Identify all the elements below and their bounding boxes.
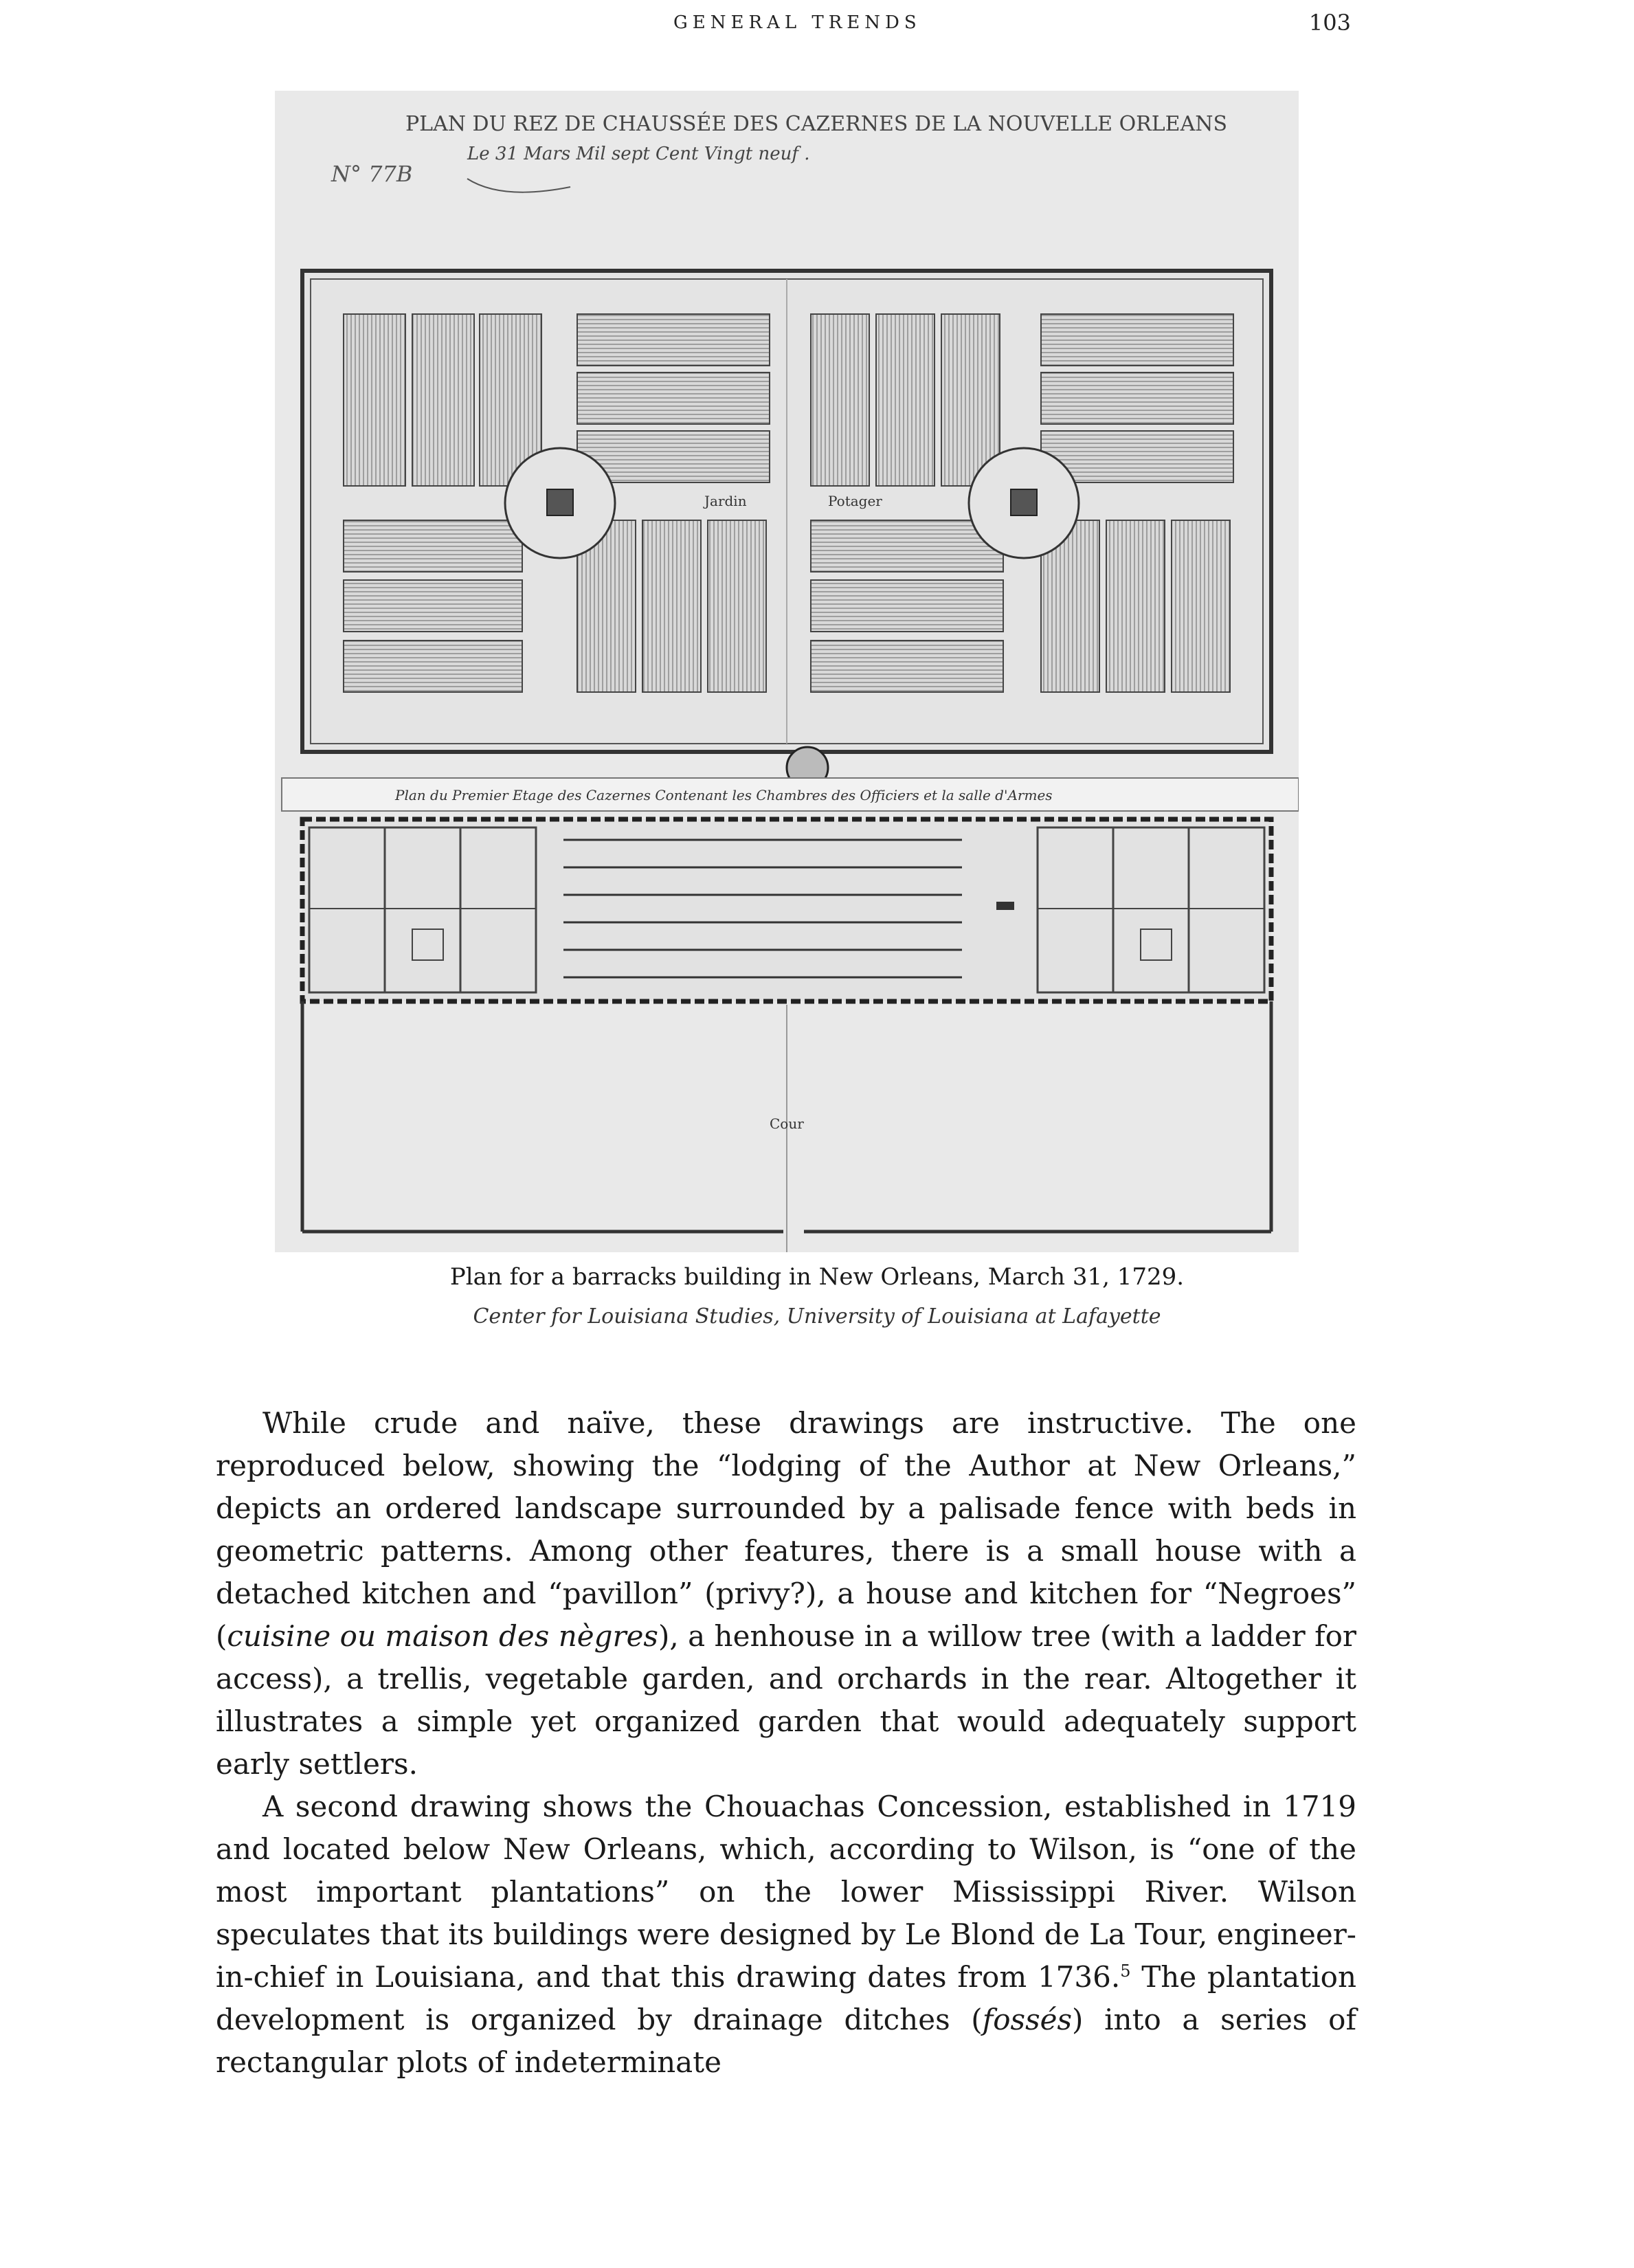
label-jardin: Jardin (704, 493, 747, 509)
upper-floor-title: Plan du Premier Etage des Cazernes Contenant les Chambres des Officiers et la salle d'Armes (395, 787, 1053, 803)
barracks-building (302, 819, 1271, 1001)
label-potager: Potager (828, 493, 882, 509)
barracks-plan-drawing (275, 91, 1299, 1252)
body-text (216, 1402, 1356, 2084)
running-head (0, 12, 1634, 40)
plan-date: Le 31 Mars Mil sept Cent Vingt neuf . (467, 144, 810, 164)
page-number: 103 (1308, 10, 1351, 36)
plan-title: PLAN DU REZ DE CHAUSSÉE DES CAZERNES DE LA NOUVELLE ORLEANS (405, 112, 1228, 136)
paragraph-2: A second drawing shows the Chouachas Concession, established in 1719 and located below New Orleans, which, according to Wilson, is “one of the most important plantations” on the lower Mississippi River. Wilson speculates that its buildings were designed by Le Blond de La Tour, engineer-in-chief in Louisiana, and that this drawing dates from 1736.$^5$ The plantation development is organized by drainage ditches (fossés) into a series of rectangular plots of indeterminate (216, 1790, 1356, 2079)
figure-credit: Center for Louisiana Studies, University of Louisiana at Lafayette (473, 1304, 1161, 1328)
plan-number: N° 77B (331, 161, 413, 187)
paragraph-1: While crude and naïve, these drawings are instructive. The one reproduced below, showing the “lodging of the Author at New Orleans,” depicts an ordered landscape surrounded by a palisade fence with beds in geometric patterns. Among other features, there is a small house with a detached kitchen and “pavillon” (privy?), a house and kitchen for “Negroes” (cuisine ou maison des nègres), a henhouse in a willow tree (with a ladder for access), a trellis, vegetable garden, and orchards in the rear. Altogether it illustrates a simple yet organized garden that would adequately support early settlers. (216, 1406, 1356, 1781)
label-cour: Cour (770, 1115, 804, 1132)
running-title: GENERAL TRENDS (673, 12, 921, 33)
figure-caption: Plan for a barracks building in New Orleans, March 31, 1729. (449, 1263, 1185, 1291)
barracks-plan-figure (275, 91, 1299, 1252)
footnote-ref[interactable]: 5 (1120, 1961, 1131, 1981)
